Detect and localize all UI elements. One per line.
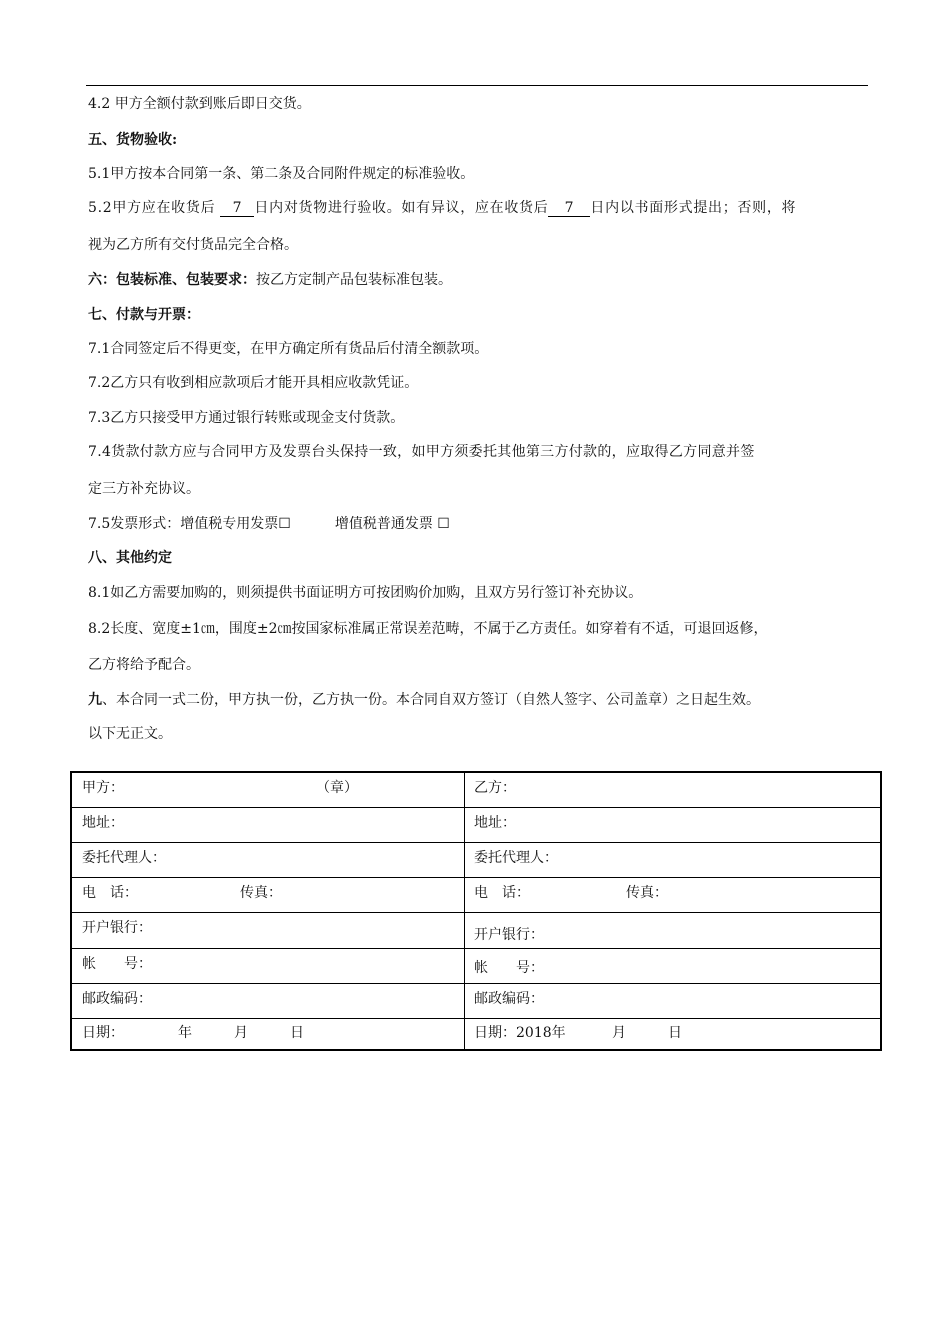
party-a-account: 帐 号： — [82, 956, 152, 972]
section-8-heading: 八、其他约定 — [88, 550, 172, 566]
party-a-label: 甲方： — [82, 780, 124, 796]
objection-days-field: 7 — [548, 200, 590, 217]
party-b-agent: 委托代理人： — [474, 850, 558, 866]
party-b-address: 地址： — [474, 815, 516, 831]
table-row-divider — [72, 1018, 880, 1019]
section-6-text: 按乙方定制产品包装标准包装。 — [256, 272, 452, 288]
party-a-date-label: 日期： — [82, 1025, 124, 1041]
party-a-date-year: 年 — [178, 1025, 192, 1041]
clause-5-2-part-b: 日内对货物进行验收。如有异议，应在收货后 — [254, 200, 549, 216]
clause-5-2-part-c: 日内以书面形式提出；否则，将 — [590, 200, 797, 216]
section-9-text: 、本合同一式二份，甲方执一份，乙方执一份。本合同自双方签订（自然人签字、公司盖章）之日起生效。 — [102, 692, 760, 708]
table-row-divider — [72, 842, 880, 843]
clause-7-1: 7.1合同签定后不得更变，在甲方确定所有货品后付清全额款项。 — [88, 341, 489, 357]
party-a-bank: 开户银行： — [82, 920, 152, 936]
party-a-date-month: 月 — [234, 1025, 248, 1041]
clause-7-5 — [88, 514, 450, 534]
table-row-divider — [72, 912, 880, 913]
party-b-label: 乙方： — [474, 780, 516, 796]
table-row-divider — [72, 948, 880, 949]
party-a-fax: 传真： — [240, 885, 282, 901]
table-row-divider — [72, 983, 880, 984]
invoice-special-option: 增值税专用发票☐ — [180, 516, 291, 532]
inspection-days-field: 7 — [220, 200, 254, 217]
party-b-date-label: 日期：2018年 — [474, 1025, 566, 1041]
party-a-agent: 委托代理人： — [82, 850, 166, 866]
party-b-postcode: 邮政编码： — [474, 991, 544, 1007]
party-a-address: 地址： — [82, 815, 124, 831]
invoice-ordinary-option: 增值税普通发票 ☐ — [334, 516, 450, 532]
clause-4-2: 4.2 甲方全额付款到账后即日交货。 — [88, 96, 311, 112]
party-a-seal: （章） — [316, 780, 358, 796]
party-b-date-day: 日 — [668, 1025, 682, 1041]
section-9 — [88, 690, 760, 710]
clause-5-2-part-a: 5.2甲方应在收货后 — [88, 200, 216, 216]
invoice-type-label: 7.5发票形式： — [88, 516, 181, 532]
clause-7-2: 7.2乙方只有收到相应款项后才能开具相应收款凭证。 — [88, 375, 419, 391]
clause-5-1: 5.1甲方按本合同第一条、第二条及合同附件规定的标准验收。 — [88, 166, 475, 182]
table-column-divider — [464, 773, 465, 1049]
clause-8-2: 8.2长度、宽度±1㎝，围度±2㎝按国家标准属正常误差范畴，不属于乙方责任。如穿着有不适，可退回返修， — [88, 621, 768, 637]
clause-5-2-continued: 视为乙方所有交付货品完全合格。 — [88, 237, 298, 253]
party-b-date-month: 月 — [612, 1025, 626, 1041]
table-row-divider — [72, 877, 880, 878]
party-a-postcode: 邮政编码： — [82, 991, 152, 1007]
section-6-heading: 六：包装标准、包装要求： — [88, 272, 256, 288]
clause-7-3: 7.3乙方只接受甲方通过银行转账或现金支付货款。 — [88, 410, 405, 426]
clause-5-2 — [88, 198, 796, 218]
section-6 — [88, 270, 452, 290]
party-b-phone: 电 话： — [474, 885, 530, 901]
clause-7-4: 7.4货款付款方应与合同甲方及发票台头保持一致，如甲方须委托其他第三方付款的，应取得乙方同意并签 — [88, 444, 755, 460]
table-row-divider — [72, 807, 880, 808]
signature-table — [70, 771, 882, 1051]
party-b-fax: 传真： — [626, 885, 668, 901]
party-a-phone: 电 话： — [82, 885, 138, 901]
party-b-account: 帐 号： — [474, 960, 544, 976]
header-rule — [86, 85, 868, 86]
section-7-heading: 七、付款与开票： — [88, 307, 200, 323]
section-9-heading: 九 — [88, 692, 102, 708]
party-a-date-day: 日 — [290, 1025, 304, 1041]
end-of-text: 以下无正文。 — [88, 726, 172, 742]
clause-7-4-continued: 定三方补充协议。 — [88, 481, 200, 497]
section-5-heading: 五、货物验收: — [88, 132, 178, 148]
clause-8-2-continued: 乙方将给予配合。 — [88, 657, 200, 673]
party-b-bank: 开户银行： — [474, 927, 544, 943]
clause-8-1: 8.1如乙方需要加购的，则须提供书面证明方可按团购价加购，且双方另行签订补充协议。 — [88, 585, 643, 601]
